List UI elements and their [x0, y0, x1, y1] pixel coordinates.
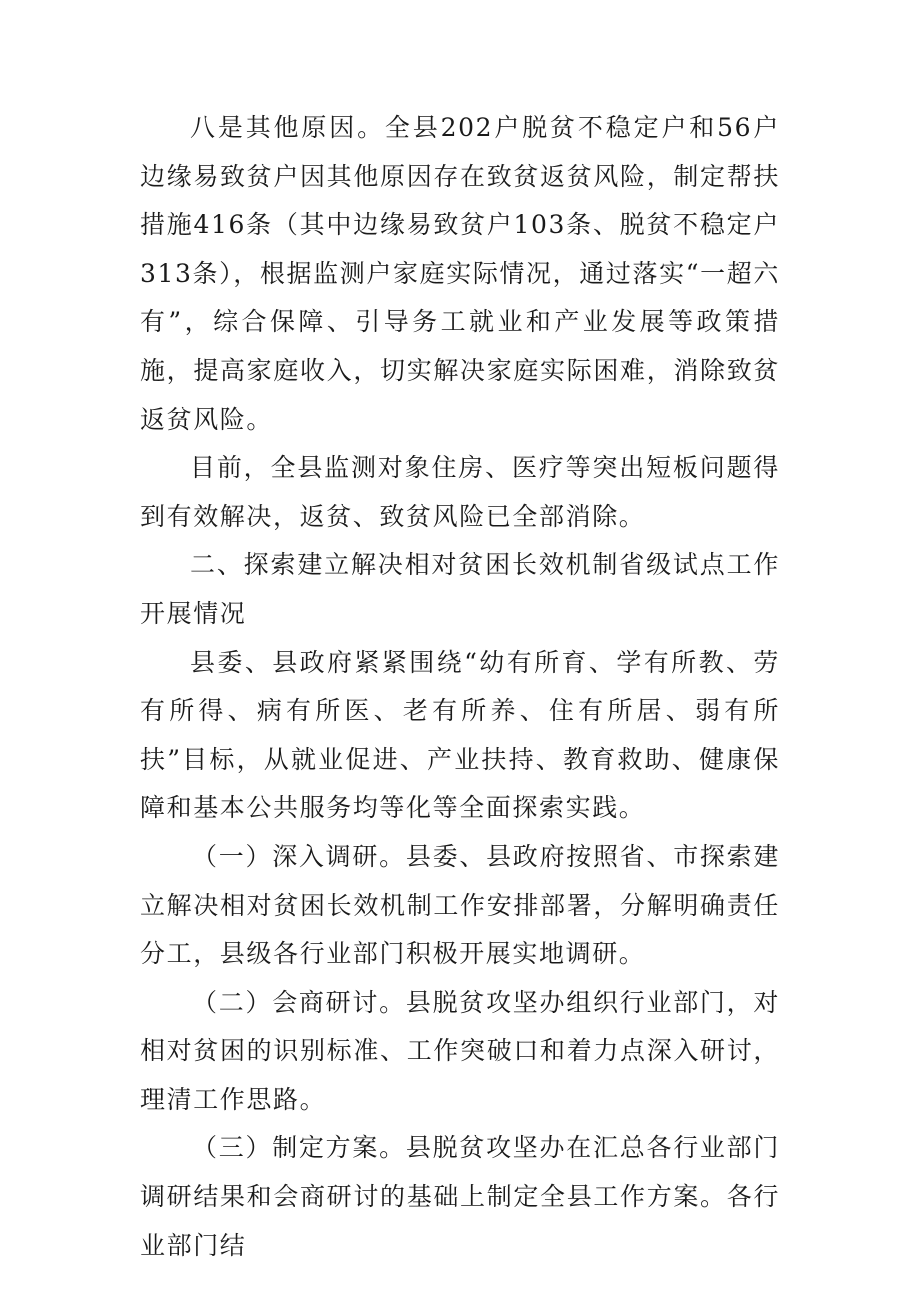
document-body — [140, 104, 780, 1270]
paragraph-other-reasons: 八是其他原因。全县202户脱贫不稳定户和56户边缘易致贫户因其他原因存在致贫返贫风险，制定帮扶措施416条（其中边缘易致贫户103条、脱贫不稳定户313条），根据监测户家庭实际情况，通过落实“一超六有”，综合保障、引导务工就业和产业发展等政策措施，提高家庭收入，切实解决家庭实际困难，消除致贫返贫风险。 — [140, 113, 780, 434]
paragraph-current-status: 目前，全县监测对象住房、医疗等突出短板问题得到有效解决，返贫、致贫风险已全部消除。 — [140, 453, 780, 531]
paragraph-step-plan: （三）制定方案。县脱贫攻坚办在汇总各行业部门调研结果和会商研讨的基础上制定全县工作方案。各行业部门结 — [140, 1133, 780, 1260]
section-heading-pilot-work: 二、探索建立解决相对贫困长效机制省级试点工作开展情况 — [140, 550, 780, 628]
paragraph-step-discussion: （二）会商研讨。县脱贫攻坚办组织行业部门，对相对贫困的识别标准、工作突破口和着力点深入研讨，理清工作思路。 — [140, 987, 780, 1114]
paragraph-pilot-goals: 县委、县政府紧紧围绕“幼有所育、学有所教、劳有所得、病有所医、老有所养、住有所居、弱有所扶”目标，从就业促进、产业扶持、教育救助、健康保障和基本公共服务均等化等全面探索实践。 — [140, 647, 780, 823]
paragraph-step-research: （一）深入调研。县委、县政府按照省、市探索建立解决相对贫困长效机制工作安排部署，分解明确责任分工，县级各行业部门积极开展实地调研。 — [140, 841, 780, 969]
